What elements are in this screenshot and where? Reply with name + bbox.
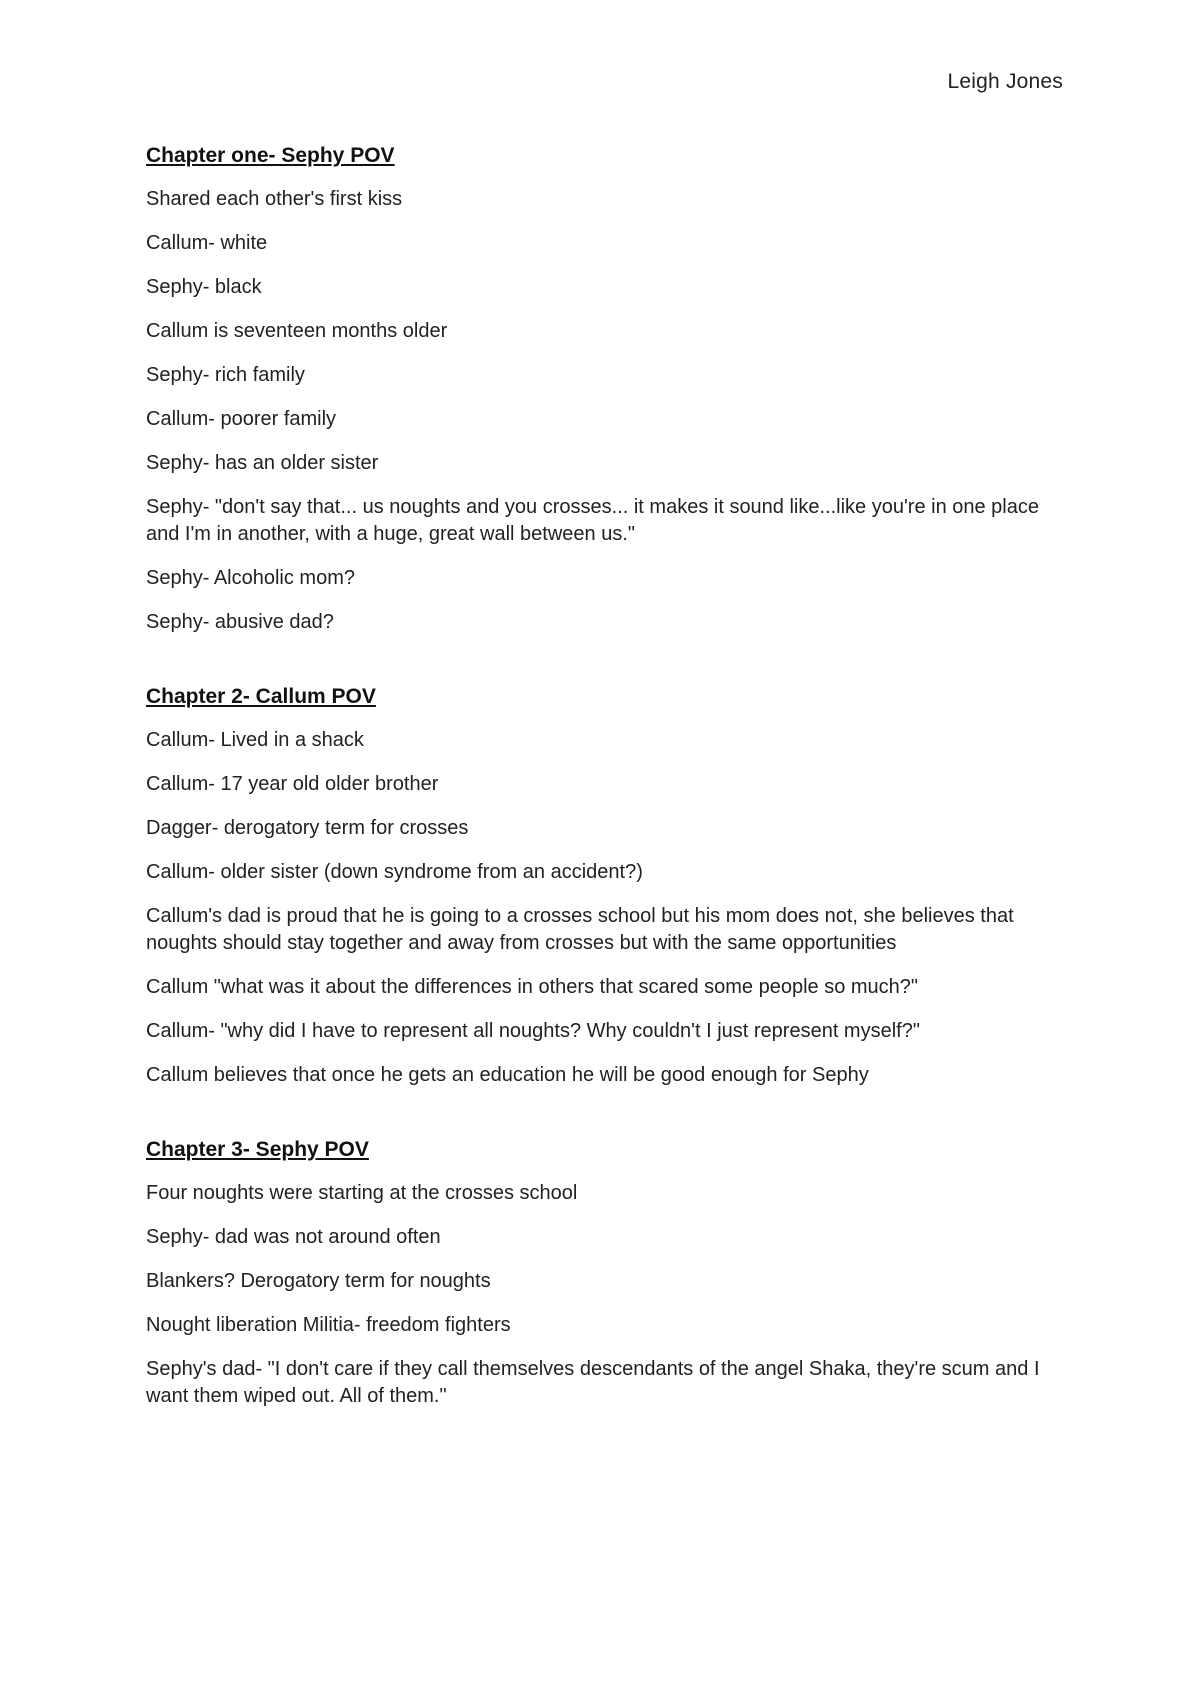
note-item: Callum's dad is proud that he is going to a crosses school but his mom does not, she believes that noughts should stay together and away from crosses but with the same opportunities	[146, 905, 1014, 954]
note-item: Sephy- "don't say that... us noughts and you crosses... it makes it sound like...like you're in one place and I'm in another, with a huge, great wall between us."	[146, 496, 1039, 545]
note-item: Blankers? Derogatory term for noughts	[146, 1270, 491, 1292]
note-item: Callum- Lived in a shack	[146, 729, 364, 751]
chapter-3	[146, 1137, 1066, 1410]
author-name: Leigh Jones	[947, 70, 1063, 93]
note-item: Four noughts were starting at the crosses school	[146, 1182, 578, 1204]
chapter-2	[146, 684, 1066, 1089]
note-item: Callum "what was it about the differences in others that scared some people so much?"	[146, 976, 919, 998]
note-item: Callum- poorer family	[146, 408, 337, 430]
note-item: Shared each other's first kiss	[146, 188, 403, 210]
note-item: Dagger- derogatory term for crosses	[146, 817, 469, 839]
note-item: Sephy- Alcoholic mom?	[146, 567, 355, 589]
chapter-title: Chapter 3- Sephy POV	[146, 1138, 369, 1161]
note-item: Callum- white	[146, 232, 268, 254]
note-item: Callum- 17 year old older brother	[146, 773, 439, 795]
note-item: Sephy- has an older sister	[146, 452, 379, 474]
chapter-1	[146, 143, 1066, 636]
note-item: Sephy- abusive dad?	[146, 611, 334, 633]
note-item: Sephy- rich family	[146, 364, 305, 386]
note-item: Callum is seventeen months older	[146, 320, 448, 342]
note-item: Callum- "why did I have to represent all noughts? Why couldn't I just represent myself?"	[146, 1020, 920, 1042]
chapter-title: Chapter one- Sephy POV	[146, 144, 395, 167]
note-item: Callum believes that once he gets an education he will be good enough for Sephy	[146, 1064, 869, 1086]
note-item: Nought liberation Militia- freedom fighters	[146, 1314, 511, 1336]
note-item: Sephy- dad was not around often	[146, 1226, 441, 1248]
note-item: Sephy- black	[146, 276, 262, 298]
chapter-title: Chapter 2- Callum POV	[146, 685, 376, 708]
note-item: Sephy's dad- "I don't care if they call themselves descendants of the angel Shaka, they're scum and I want them wiped out. All of them."	[146, 1358, 1040, 1407]
note-item: Callum- older sister (down syndrome from an accident?)	[146, 861, 643, 883]
document-body	[146, 143, 1066, 1458]
